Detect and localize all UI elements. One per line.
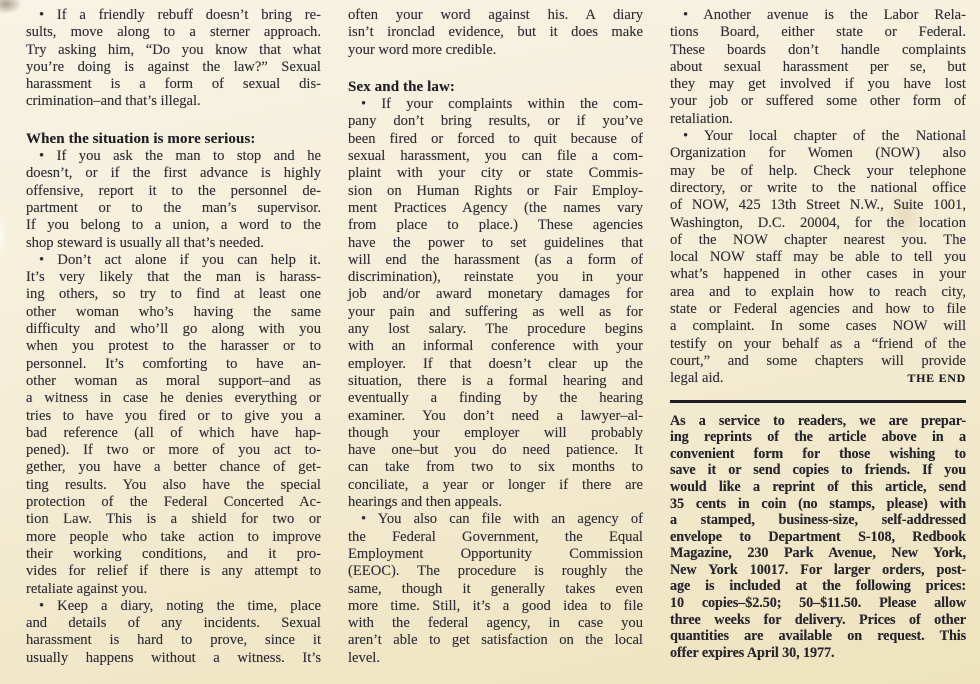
text-line: • You also can file with an agency of bbox=[361, 511, 643, 528]
text-line: eventually a finding by the hearing bbox=[348, 390, 643, 407]
text-line: As a service to readers, we are prepar- bbox=[670, 412, 966, 429]
text-line: crimination–and that’s illegal. bbox=[26, 93, 201, 110]
text-line: Employment Opportunity Commission bbox=[348, 545, 643, 562]
section-heading: Sex and the law: bbox=[348, 78, 456, 95]
text-line: (EEOC). The procedure is roughly the bbox=[348, 563, 643, 580]
text-line: what’s happened in other cases in your bbox=[670, 266, 966, 283]
text-line: sexual harassment, you can file a com- bbox=[348, 148, 643, 165]
text-line: of NOW, 425 13th Street N.W., Suite 1001, bbox=[670, 197, 966, 214]
text-line: ting results. You also have the special bbox=[26, 476, 321, 493]
text-line: their working conditions, and it pro- bbox=[26, 545, 321, 562]
text-line: tions Board, either state or Federal. bbox=[670, 24, 966, 41]
text-line: from place to place.) These agencies bbox=[348, 217, 643, 234]
text-line: state or Federal agencies and how to file bbox=[670, 301, 966, 318]
text-line: other woman as moral support–and as bbox=[26, 372, 321, 389]
paragraph bbox=[26, 148, 321, 252]
text-line: sults, move along to a sterner approach. bbox=[26, 24, 321, 41]
text-line: have the power to set guidelines that bbox=[348, 234, 643, 251]
text-line: will end the harassment (as a form of bbox=[348, 251, 643, 268]
text-line: hearings and then appeals. bbox=[348, 494, 502, 511]
text-line: • If you ask the man to stop and he bbox=[39, 148, 321, 165]
text-line: sion on Human Rights or Fair Employ- bbox=[348, 182, 643, 199]
paragraph-tail-text: legal aid. bbox=[670, 370, 724, 387]
section-heading: When the situation is more serious: bbox=[26, 130, 256, 147]
paragraph bbox=[26, 7, 321, 111]
text-line: personnel. It’s comforting to have an- bbox=[26, 355, 321, 372]
column-2 bbox=[348, 7, 643, 684]
text-line: the Federal Government, the Equal bbox=[348, 528, 643, 545]
text-line: any lost salary. The procedure begins bbox=[348, 321, 643, 338]
text-line: gether, you have a better chance of get- bbox=[26, 459, 321, 476]
text-line: tion Law. This is a shield for two or bbox=[26, 511, 321, 528]
text-line: more time. Still, it’s a good idea to file bbox=[348, 597, 643, 614]
column-1 bbox=[26, 7, 321, 684]
text-line: area and to explain how to reach city, bbox=[670, 283, 966, 300]
text-line: envelope to Department S-108, Redbook bbox=[670, 528, 966, 545]
text-line: would like a reprint of this article, send bbox=[670, 478, 966, 495]
text-line: harassment is hard to prove, since it bbox=[26, 632, 321, 649]
text-line: vides for relief if there is any attempt to bbox=[26, 563, 321, 580]
the-end-mark: THE END bbox=[907, 371, 966, 386]
text-line: age is included at the following prices: bbox=[670, 578, 966, 595]
text-line: shop steward is usually all that’s needed. bbox=[26, 234, 264, 251]
text-line: of the NOW chapter nearest you. The bbox=[670, 231, 966, 248]
text-line: Washington, D.C. 20004, for the location bbox=[670, 214, 966, 231]
text-line: may be of help. Check your telephone bbox=[670, 162, 966, 179]
paragraph bbox=[348, 7, 643, 59]
text-line: harassment is a form of sexual dis- bbox=[26, 76, 321, 93]
text-line: ing reprints of the article above in a bbox=[670, 429, 966, 446]
paragraph bbox=[26, 252, 321, 598]
text-line: they may get involved if you have lost bbox=[670, 76, 966, 93]
text-line: discrimination), reinstate you in your bbox=[348, 269, 643, 286]
text-line: If you belong to a union, a word to the bbox=[26, 217, 321, 234]
text-line: examiner. You don’t need a lawyer–al- bbox=[348, 407, 643, 424]
text-line: It’s very likely that the man is harass- bbox=[26, 269, 321, 286]
text-line: These boards don’t handle complaints bbox=[670, 41, 966, 58]
text-line: Try asking him, “Do you know that what bbox=[26, 41, 321, 58]
paragraph bbox=[670, 7, 966, 128]
text-line: job and/or award monetary damages for bbox=[348, 286, 643, 303]
column-3 bbox=[670, 7, 966, 684]
text-line: partment or to the man’s supervisor. bbox=[26, 199, 321, 216]
text-line: ing others, so try to find at least one bbox=[26, 286, 321, 303]
text-line: Magazine, 230 Park Avenue, New York, bbox=[670, 545, 966, 562]
text-line: a witness in case he denies everything or bbox=[26, 390, 321, 407]
text-line: your pain and suffering as well as for bbox=[348, 303, 643, 320]
text-line: have one–but you do need patience. It bbox=[348, 442, 643, 459]
text-line: situation, there is a formal hearing and bbox=[348, 372, 643, 389]
text-line: been fired or forced to quit because of bbox=[348, 130, 643, 147]
text-line: court,” and some chapters will provide bbox=[670, 352, 966, 369]
text-line: employer. If that doesn’t clear up the bbox=[348, 355, 643, 372]
text-line: directory, or write to the national office bbox=[670, 179, 966, 196]
text-line: you’re doing is against the law?” Sexual bbox=[26, 58, 321, 75]
text-line: • Your local chapter of the National bbox=[683, 128, 966, 145]
text-line: often your word against his. A diary bbox=[348, 7, 643, 23]
text-line: pany don’t bring results, or if you’ve bbox=[348, 113, 643, 130]
text-line: offer expires April 30, 1977. bbox=[670, 644, 835, 661]
text-line: protection of the Federal Concerted Ac- bbox=[26, 494, 321, 511]
text-line: with the federal agency, in case you bbox=[348, 615, 643, 632]
text-line: 35 cents in coin (no stamps, please) with bbox=[670, 495, 966, 512]
text-line: difficulty and who’ll go along with you bbox=[26, 321, 321, 338]
text-line: 10 copies–$2.50; 50–$11.50. Please allow bbox=[670, 595, 966, 612]
paragraph bbox=[670, 128, 966, 387]
text-line: doesn’t, or if the first advance is highly bbox=[26, 165, 321, 182]
text-line: pened). If two or more of you act to- bbox=[26, 442, 321, 459]
text-line: tries to have you fired or to give you a bbox=[26, 407, 321, 424]
text-line: a stamped, business-size, self-addressed bbox=[670, 512, 966, 529]
text-line: save it or send copies to friends. If you bbox=[670, 462, 966, 479]
text-line: other woman who’s having the same bbox=[26, 303, 321, 320]
text-line: usually happens without a witness. It’s bbox=[26, 649, 321, 666]
text-line: local NOW staff may be able to tell you bbox=[670, 249, 966, 266]
text-line: and details of any incidents. Sexual bbox=[26, 615, 321, 632]
text-line: • Don’t act alone if you can help it. bbox=[39, 251, 321, 268]
text-line: aren’t able to get satisfaction on the local bbox=[348, 632, 643, 649]
text-line: more people who take action to improve bbox=[26, 528, 321, 545]
text-line: Organization for Women (NOW) also bbox=[670, 145, 966, 162]
text-line: when you protest to the harasser or to bbox=[26, 338, 321, 355]
paragraph bbox=[26, 598, 321, 667]
text-line: level. bbox=[348, 649, 381, 666]
text-line: isn’t ironclad evidence, but it does make bbox=[348, 24, 643, 41]
text-line: about sexual harassment per se, but bbox=[670, 58, 966, 75]
paragraph-tail-line bbox=[670, 370, 966, 387]
text-line: your word more credible. bbox=[348, 41, 497, 58]
text-line: retaliation. bbox=[670, 110, 733, 127]
paragraph bbox=[348, 96, 643, 511]
text-line: though your employer will probably bbox=[348, 424, 643, 441]
text-line: • If a friendly rebuff doesn’t bring re- bbox=[39, 7, 321, 23]
text-line: • If your complaints within the com- bbox=[361, 96, 643, 113]
text-line: New York 10017. For larger orders, post- bbox=[670, 561, 966, 578]
paragraph bbox=[670, 413, 966, 662]
text-line: bad reference (all of which have hap- bbox=[26, 424, 321, 441]
divider-rule bbox=[670, 400, 966, 403]
text-line: with an informal conference with your bbox=[348, 338, 643, 355]
text-line: • Keep a diary, noting the time, place bbox=[39, 597, 321, 614]
text-line: plaint with your city or state Commis- bbox=[348, 165, 643, 182]
text-line: same, though it generally takes even bbox=[348, 580, 643, 597]
text-line: convenient form for those wishing to bbox=[670, 445, 966, 462]
text-line: • Another avenue is the Labor Rela- bbox=[683, 7, 966, 23]
text-line: quantities are available on request. This bbox=[670, 628, 966, 645]
paragraph bbox=[348, 511, 643, 667]
text-line: a complaint. In some cases NOW will bbox=[670, 318, 966, 335]
text-line: your job or suffered some other form of bbox=[670, 93, 966, 110]
text-line: retaliate against you. bbox=[26, 580, 148, 597]
text-line: testify on your behalf as a “friend of the bbox=[670, 335, 966, 352]
text-line: three weeks for delivery. Prices of other bbox=[670, 611, 966, 628]
text-line: offensive, report it to the personnel de- bbox=[26, 182, 321, 199]
text-line: can take from two to six months to bbox=[348, 459, 643, 476]
text-line: ment Practices Agency (the names vary bbox=[348, 199, 643, 216]
text-line: conciliate, a year or longer if there are bbox=[348, 476, 643, 493]
